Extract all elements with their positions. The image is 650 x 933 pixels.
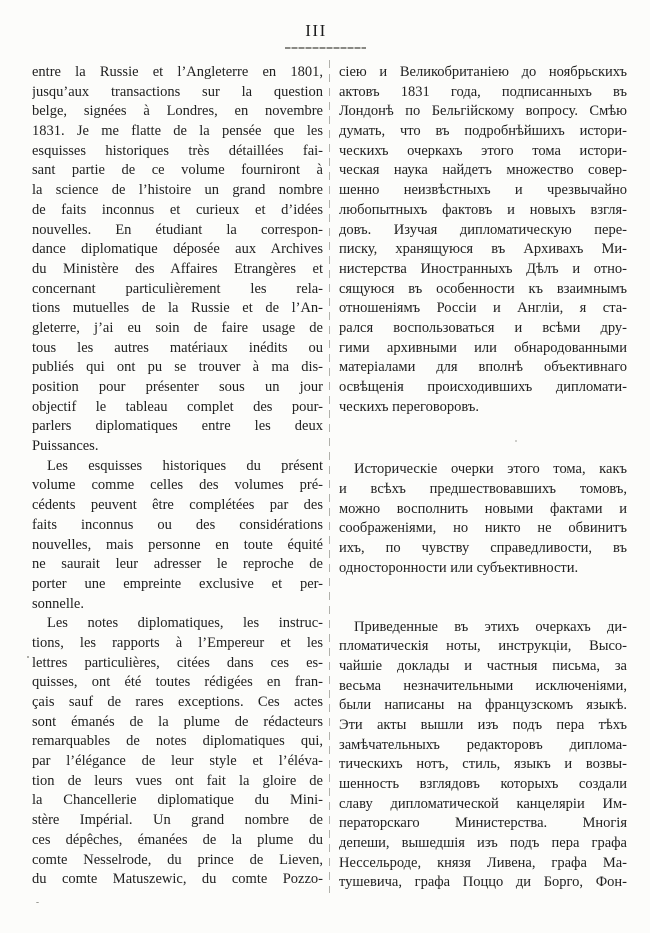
text-line: par l’élégance de leur style et l’éléva- <box>32 753 323 770</box>
text-line: думать, что въ подробнѣйшихъ истори- <box>339 123 627 140</box>
text-line: любопытныхъ фактовъ и новыхъ взгля- <box>339 201 627 218</box>
text-line: и всѣхъ предшествовавшихъ томовъ, <box>339 481 627 498</box>
text-line: отношеніямъ Россіи и Англіи, я ста- <box>339 300 627 317</box>
text-line: депеши, вышедшія изъ подъ пера графа <box>339 835 627 852</box>
text-line: volume comme celles des volumes pré- <box>32 477 323 494</box>
text-line: Нессельроде, князя Ливена, графа Ма- <box>339 854 627 871</box>
text-line: матеріалами для вполнѣ объективнаго <box>339 359 627 376</box>
text-line: рался воспользоваться и всѣми дру- <box>339 319 627 336</box>
text-line: Les notes diplomatiques, les instruc- <box>47 615 323 632</box>
text-line: замѣчательныхъ редакторовъ диплома- <box>339 736 627 753</box>
text-line: du Ministère des Affaires Etrangères et <box>32 260 323 277</box>
text-line: remarquables de notes diplomatiques qui, <box>32 733 323 750</box>
text-line: de faits inconnus et curieux et d’idées <box>32 201 323 218</box>
text-line: довъ. Изучая дипломатическую пере- <box>339 221 627 238</box>
text-line: ихъ, по чувству справедливости, въ <box>339 540 627 557</box>
text-line: Эти акты вышли изъ подъ пера тѣхъ <box>339 716 627 733</box>
text-line: шенно неизвѣстныхъ и чрезвычайно <box>339 182 627 199</box>
text-line: çais sauf de rares exceptions. Ces actes <box>32 694 323 710</box>
text-line: соображеніями, но никто не обвинитъ <box>339 520 627 537</box>
text-line: publiés qui ont pu se trouver à ma dis- <box>32 359 323 376</box>
text-line: писку, хранящуюся въ Архивахъ Ми- <box>339 241 627 258</box>
text-line: comte Nesselrode, du prince de Lieven, <box>32 851 323 868</box>
text-line: чайшіе доклады и частныя письма, за <box>339 657 627 674</box>
left-column-french <box>32 63 323 890</box>
text-line: parlers diplomatiques entre les deux <box>32 418 323 435</box>
page-number: III <box>305 21 327 40</box>
text-line: sont émanés de la plume de rédacteurs <box>32 713 323 730</box>
text-line: nouvelles. En étudiant la correspon- <box>32 221 323 238</box>
text-line: position pour présenter sous un jour <box>32 379 323 395</box>
text-line: тушевича, графа Поццо ди Борго, Фон- <box>339 874 627 891</box>
text-line: освѣщенія происходившихъ дипломати- <box>339 379 627 395</box>
paragraph-gap <box>339 417 627 460</box>
text-line: tions mutuelles de la Russie et de l’An- <box>32 300 323 317</box>
text-line: la science de l’histoire un grand nombre <box>32 182 323 199</box>
text-line: ческая наука найдетъ множество совер- <box>339 162 627 179</box>
text-line: были написаны на французскомъ языкѣ. <box>339 697 627 714</box>
text-line: faits inconnus ou des considérations <box>32 516 323 533</box>
text-line: entre la Russie et l’Angleterre en 1801, <box>32 64 323 80</box>
scan-speck <box>515 440 517 442</box>
text-line: ческихъ очеркахъ этого тома истори- <box>339 142 627 159</box>
text-line: belge, signées à Londres, en novembre <box>32 103 323 120</box>
paragraph-gap <box>339 579 627 618</box>
text-line: Приведенные въ этихъ очеркахъ ди- <box>354 618 627 635</box>
text-line: tous les autres matériaux inédits ou <box>32 339 323 356</box>
text-line: cédents peuvent être complétées par des <box>32 497 323 514</box>
text-line: ne saurait leur adresser le reproche de <box>32 556 323 573</box>
text-line: пломатическія ноты, инструкціи, Высо- <box>339 638 627 655</box>
text-line: весьма незначительными исключеніями, <box>339 677 627 694</box>
text-line: можно восполнить новыми фактами и <box>339 500 627 517</box>
scan-speck <box>27 656 29 658</box>
text-line: concernant particulièrement les rela- <box>32 280 323 297</box>
text-line: tion de leurs vues ont fait la gloire de <box>32 772 323 789</box>
text-line: Puissances. <box>32 438 99 455</box>
text-line: quisses, ont été toutes rédigées en fran- <box>32 674 323 691</box>
text-line: сящуюся въ особенности къ взаимнымъ <box>339 280 627 297</box>
text-line: jusqu’aux transactions sur la question <box>32 83 323 100</box>
text-line: ces dépêches, émanées de la plume du <box>32 831 323 848</box>
text-line: актовъ 1831 года, подписанныхъ въ <box>339 83 627 100</box>
text-line: porter une empreinte exclusive et per- <box>32 575 323 592</box>
text-line: гими архивными или обнародованными <box>339 339 627 356</box>
text-line: 1831. Je me flatte de la pensée que les <box>32 123 323 140</box>
text-line: tions, les rapports à l’Empereur et les <box>32 634 323 651</box>
text-line: односторонности или субъективности. <box>339 559 579 576</box>
text-line: nouvelles, mais personne en toute équité <box>32 536 323 553</box>
text-line: gleterre, j’ai eu soin de faire usage de <box>32 319 323 336</box>
text-line: lettres particulières, citées dans ces es- <box>32 654 323 671</box>
text-line: Лондонѣ по Бельгійскому вопросу. Смѣю <box>339 103 627 120</box>
text-line: du comte Matuszewic, du comte Pozzo- <box>32 871 323 888</box>
text-line: la Chancellerie diplomatique du Mini- <box>32 792 323 809</box>
text-line: шенность взглядовъ которыхъ создали <box>339 776 627 792</box>
text-line: sonnelle. <box>32 595 84 612</box>
text-line: objectif le tableau complet des pour- <box>32 398 323 415</box>
text-line: dance diplomatique déposée aux Archives <box>32 241 323 258</box>
text-line: sant partie de ce volume fourniront à <box>32 162 323 179</box>
header-rule <box>285 47 366 49</box>
text-line: тическихъ нотъ, стиль, языкъ и возвы- <box>339 756 627 773</box>
text-line: ператорскаго Министерства. Многія <box>339 815 627 832</box>
text-line: Les esquisses historiques du présent <box>47 457 323 474</box>
text-line: Историческіе очерки этого тома, какъ <box>354 461 627 478</box>
text-line: stère Impérial. Un grand nombre de <box>32 812 323 829</box>
right-column-russian <box>339 63 627 893</box>
text-line: нистерства Иностранныхъ Дѣлъ и отно- <box>339 260 627 277</box>
scan-speck <box>36 902 39 903</box>
text-line: ческихъ переговоровъ. <box>339 398 479 415</box>
text-line: сіею и Великобританіею до ноябрьскихъ <box>339 64 627 80</box>
text-line: славу дипломатической канцеляріи Им- <box>339 795 627 812</box>
text-line: esquisses historiques très détaillées fai- <box>32 142 323 159</box>
column-divider <box>329 60 330 893</box>
